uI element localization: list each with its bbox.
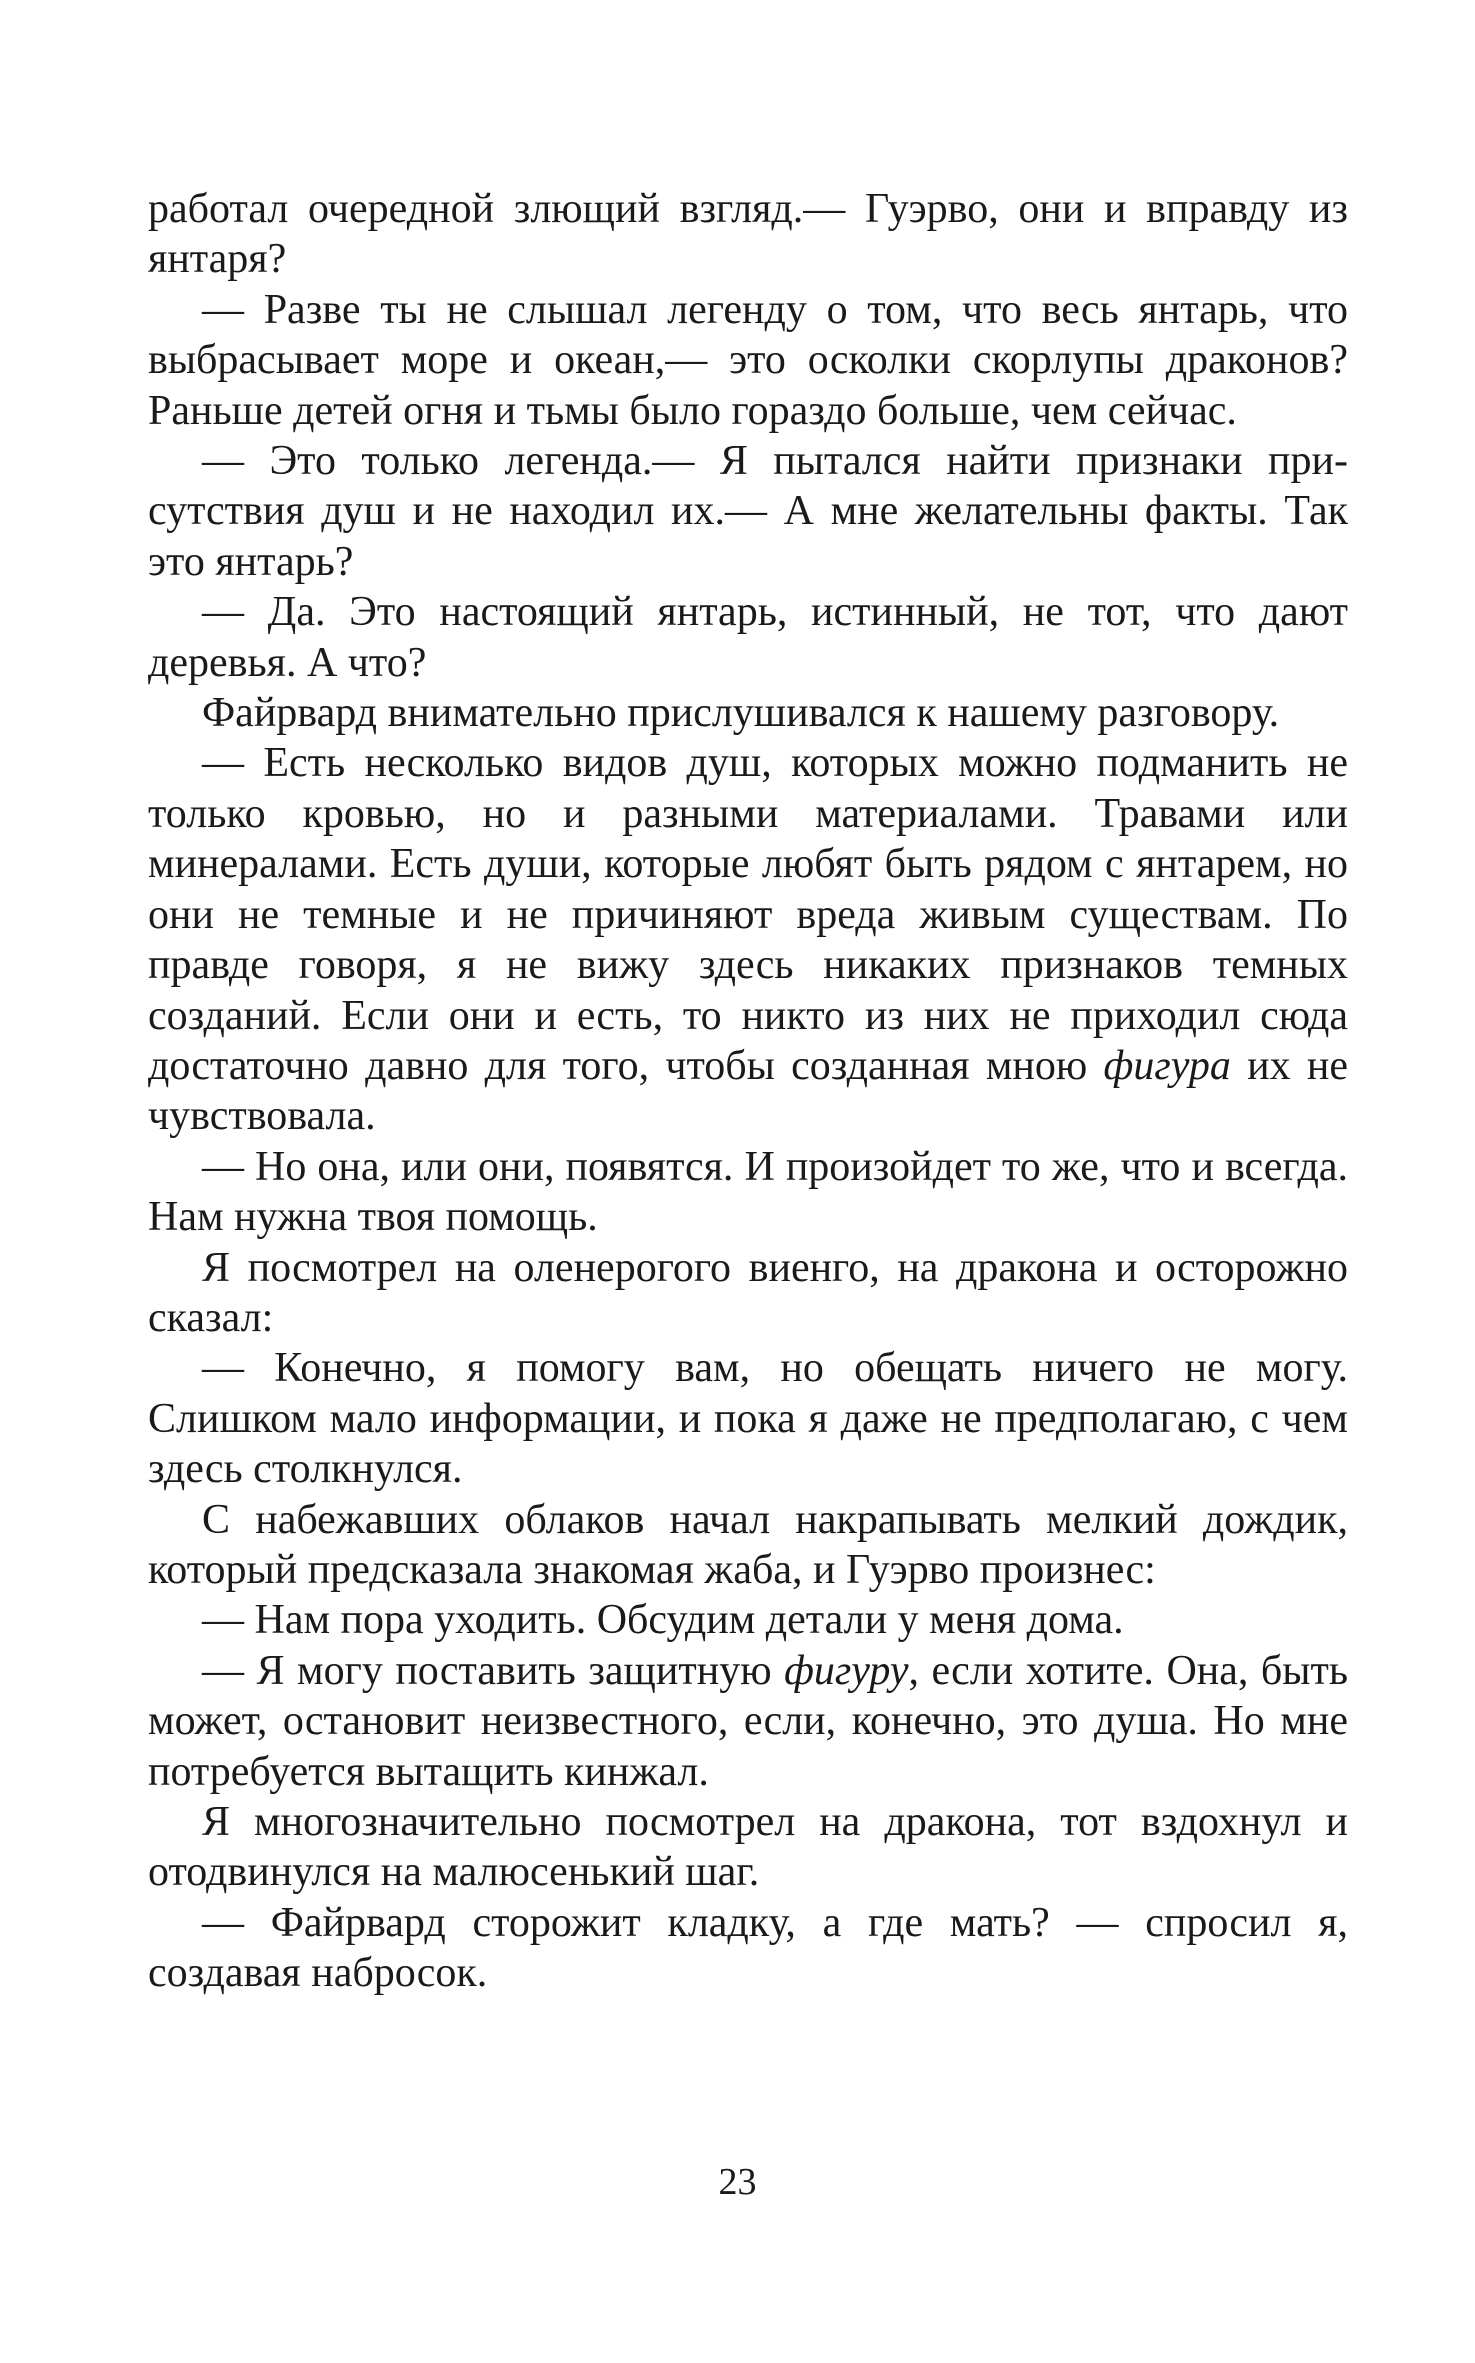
paragraph: [148, 1595, 1348, 1645]
paragraph-text: Я многозначительно посмотрел на дракона, тот вздохнул и отодвинулся на малюсенький шаг.: [148, 1799, 1348, 1896]
paragraph: [148, 1243, 1348, 1344]
paragraph-text: — Конечно, я помогу вам, но обещать ничего не могу. Слишком мало информации, и пока я даже не предполагаю, с чем здесь столкнулся.: [148, 1345, 1348, 1493]
paragraph-text: — Это только легенда.— Я пытался найти признаки присутствия душ и не находил их.— А мне желательны факты. Так это янтарь?: [148, 438, 1348, 585]
paragraph-text: — Но она, или они, появятся. И произойдет то же, что и всегда. Нам нужна твоя помощь.: [148, 1143, 1348, 1241]
paragraph: [148, 688, 1348, 738]
paragraph-text: их не чувствовала.: [148, 1042, 1348, 1140]
paragraph-text: — Разве ты не слышал легенду о том, что весь янтарь, что выбрасывает море и океан,— это осколки скорлупы драконов? Раньше детей огня и тьмы было гораздо больше, чем сейчас.: [148, 286, 1348, 434]
paragraph: [148, 738, 1348, 1141]
paragraph-text: Файрвард внимательно прислушивался к нашему разговору.: [202, 690, 1280, 737]
page-body: [148, 184, 1348, 1999]
paragraph-text: Я посмотрел на оленерогого виенго, на дракона и осторожно сказал:: [148, 1244, 1348, 1341]
paragraph: [148, 1797, 1348, 1898]
paragraph-text: — Я могу поставить защитную: [202, 1647, 785, 1694]
paragraph: [148, 1898, 1348, 1999]
paragraph-text: — Файрвард сторожит кладку, а где мать? — спросил я, создавая набросок.: [148, 1899, 1348, 1997]
paragraph-text: С набежавших облаков начал накрапывать мелкий дождик, который предсказала знакомая жаба, и Гуэрво произнес:: [148, 1496, 1348, 1593]
paragraph: [148, 1343, 1348, 1494]
paragraph-text: , если хотите. Она, быть может, остановит неизвестного, если, конечно, это душа. Но мне потребуется вытащить кинжал.: [148, 1647, 1348, 1795]
paragraph: [148, 1495, 1348, 1596]
paragraph-text: — Нам пора уходить. Обсудим детали у меня дома.: [202, 1597, 1124, 1644]
paragraph: [148, 184, 1348, 285]
page-number: 23: [718, 2161, 757, 2203]
paragraph: [148, 1646, 1348, 1797]
paragraph-text: — Есть несколько видов душ, которых можно подманить не только кровью, но и разными материалами. Травами или минералами. Есть души, которые любят быть рядом с янтарем, но они не темные и не причиняют вреда живым существам. По правде говоря, я не вижу здесь никаких признаков темных созданий. Если они и есть, то никто из них не приходил сюда достаточно давно для того, чтобы созданная мною: [148, 740, 1348, 1089]
paragraph: [148, 587, 1348, 688]
paragraph: [148, 1142, 1348, 1243]
italic-text: фигура: [1103, 1042, 1231, 1089]
italic-text: фигуру: [784, 1647, 909, 1694]
paragraph: [148, 285, 1348, 436]
paragraph: [148, 436, 1348, 587]
paragraph-text: — Да. Это настоящий янтарь, истинный, не тот, что дают деревья. А что?: [148, 589, 1348, 686]
paragraph-text: работал очередной злющий взгляд.— Гуэрво, они и вправду из янтаря?: [148, 186, 1348, 283]
